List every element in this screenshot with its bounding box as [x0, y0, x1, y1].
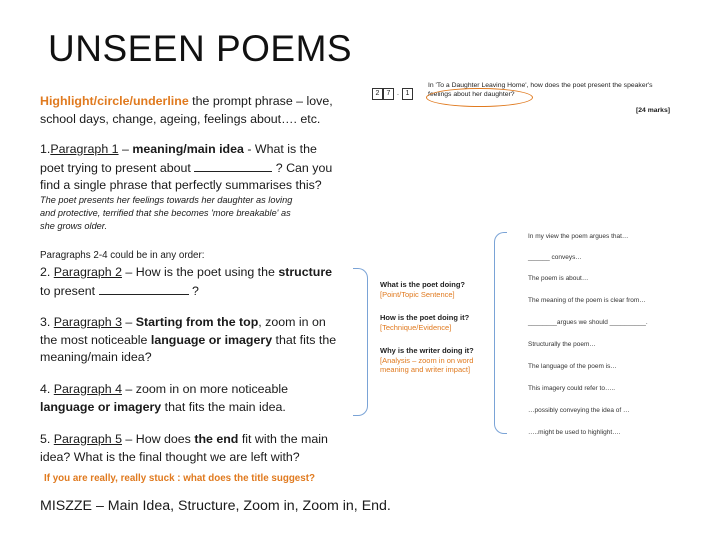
p1-line2b: ? Can you	[272, 160, 333, 175]
peel-evidence-answer: [Technique/Evidence]	[380, 322, 452, 332]
peel-point	[380, 280, 508, 299]
p1-line3: find a single phrase that perfectly summarises this?	[40, 178, 322, 192]
intro-rest: the prompt phrase – love,	[188, 94, 333, 108]
p1-heading: meaning/main idea	[132, 142, 244, 156]
miszze-summary: MISZZE – Main Idea, Structure, Zoom in, Zoom in, End.	[40, 498, 391, 514]
p1-label: Paragraph 1	[50, 142, 119, 156]
p2-bold: structure	[278, 265, 333, 279]
sentence-starters	[528, 233, 713, 451]
question-box-3: 1	[402, 88, 413, 100]
peel-box	[380, 280, 508, 375]
p1-line2a: poet trying to present about	[40, 160, 195, 175]
intro-line2: school days, change, ageing, feelings about…. etc.	[40, 111, 321, 126]
intro-text	[40, 93, 360, 128]
paragraph-3	[40, 314, 370, 367]
p4-line2b: that fits the main idea.	[161, 399, 286, 414]
p1-example	[40, 194, 370, 233]
p2-text1: – How is the poet using the	[121, 265, 279, 279]
right-bracket	[494, 232, 507, 434]
question-box-2: 7	[383, 88, 394, 100]
peel-analysis-question: Why is the writer doing it?	[380, 346, 474, 355]
starter-7: The language of the poem is…	[528, 363, 617, 370]
p3-line3: meaning/main idea?	[40, 350, 152, 364]
p3-line2b: that fits the	[272, 332, 337, 347]
p1-example-1: The poet presents her feelings towards her daughter as loving	[40, 195, 293, 205]
p1-text1: - What is the	[243, 142, 317, 156]
question-line-1: In 'To a Daughter Leaving Home', how does the poet present the speaker's	[428, 82, 653, 89]
peel-point-answer: [Point/Topic Sentence]	[380, 289, 455, 299]
starter-6: Structurally the poem…	[528, 341, 596, 348]
paragraph-5	[40, 431, 370, 466]
p3-text1: , zoom in on	[258, 315, 326, 329]
p1-example-2: and protective, terrified that she becomes 'more breakable' as	[40, 208, 291, 218]
p5-label: Paragraph 5	[53, 432, 122, 446]
p2-line2a: to present	[40, 283, 99, 298]
p2-blank	[99, 282, 189, 295]
p2-label: Paragraph 2	[53, 265, 122, 279]
p4-num: 4.	[40, 382, 54, 396]
p3-bold1: Starting from the top	[135, 315, 259, 329]
peel-analysis	[380, 346, 508, 375]
peel-evidence	[380, 313, 508, 332]
page-title: UNSEEN POEMS	[48, 28, 353, 69]
peel-evidence-question: How is the poet doing it?	[380, 313, 470, 322]
p2-line2b: ?	[188, 283, 199, 298]
p3-dash: –	[121, 315, 136, 329]
p4-label: Paragraph 4	[53, 382, 122, 396]
p1-blank	[194, 159, 272, 172]
question-number: 2 7 . 1	[372, 82, 413, 100]
question-circle	[426, 88, 533, 107]
peel-analysis-answer: [Analysis – zoom in on word meaning and writer impact]	[380, 355, 474, 374]
p1-example-3: she grows older.	[40, 221, 108, 231]
starter-8: This imagery could refer to…..	[528, 385, 616, 392]
peel-point-question: What is the poet doing?	[380, 280, 465, 289]
p5-text2: fit with the main	[238, 432, 328, 446]
paragraph-1	[40, 141, 370, 195]
question-marks: [24 marks]	[636, 107, 671, 114]
starter-10: …..might be used to highlight….	[528, 429, 621, 436]
paragraph-4	[40, 381, 370, 416]
left-bracket	[353, 268, 368, 416]
p5-num: 5.	[40, 432, 54, 446]
p3-bold2: language or imagery	[150, 332, 273, 347]
p4-text1: – zoom in on more noticeable	[121, 382, 288, 396]
p3-num: 3.	[40, 315, 54, 329]
p3-label: Paragraph 3	[53, 315, 122, 329]
p3-line2a: the most noticeable	[40, 332, 151, 347]
order-note: Paragraphs 2-4 could be in any order:	[40, 250, 205, 261]
starter-3: The poem is about…	[528, 275, 589, 282]
p2-num: 2.	[40, 265, 54, 279]
stuck-hint: If you are really, really stuck : what does the title suggest?	[44, 473, 315, 484]
starter-5: ________argues we should __________.	[528, 319, 648, 326]
question-line-2: feelings about her daughter?	[428, 91, 515, 98]
intro-highlight: Highlight/circle/underline	[40, 94, 189, 108]
p5-bold: the end	[194, 432, 239, 446]
p1-num: 1.	[40, 142, 51, 156]
starter-2: ______ conveys…	[528, 254, 582, 261]
starter-4: The meaning of the poem is clear from…	[528, 297, 646, 304]
p5-line2: idea? What is the final thought we are left with?	[40, 449, 300, 464]
paragraph-2	[40, 264, 370, 300]
p1-dash: –	[118, 142, 133, 156]
question-box-1: 2	[372, 88, 383, 100]
p4-bold: language or imagery	[40, 399, 162, 414]
starter-9: …possibly conveying the idea of …	[528, 407, 630, 414]
starter-1: In my view the poem argues that…	[528, 233, 629, 240]
p5-text1: – How does	[121, 432, 195, 446]
